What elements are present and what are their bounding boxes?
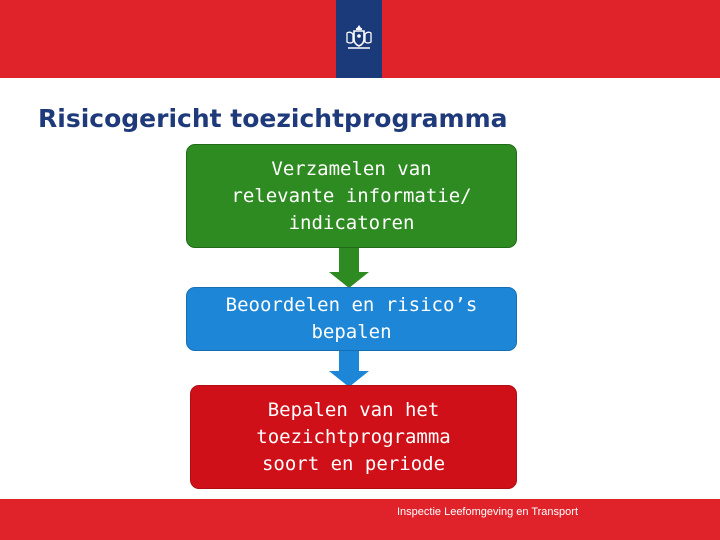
logo-strip [336,0,382,78]
step-beoordelen [186,287,517,351]
step-beoordelen-text [226,292,478,346]
header-band [0,0,720,78]
coat-of-arms-icon [343,24,375,52]
step-beoordelen-line-1: Beoordelen en risico’s [225,294,478,316]
step-verzamelen-line-3: indicatoren [288,211,415,234]
step-verzamelen-text [231,156,471,237]
step-bepalen-text [256,397,450,478]
step-verzamelen-line-1: Verzamelen van [271,157,432,180]
step-verzamelen-line-2: relevante informatie/ [231,184,472,207]
step-beoordelen-line-2: bepalen [311,321,392,343]
footer-text: Inspectie Leefomgeving en Transport [397,506,579,518]
step-verzamelen [186,144,517,248]
step-bepalen-line-3: soort en periode [261,452,446,475]
footer-band [0,499,720,540]
page-title: Risicogericht toezichtprogramma [38,104,508,133]
arrow-down-icon [329,248,369,288]
step-bepalen-line-1: Bepalen van het [267,398,440,421]
step-bepalen-line-2: toezichtprogramma [256,425,451,448]
arrow-down-icon [329,351,369,387]
step-bepalen [190,385,517,489]
